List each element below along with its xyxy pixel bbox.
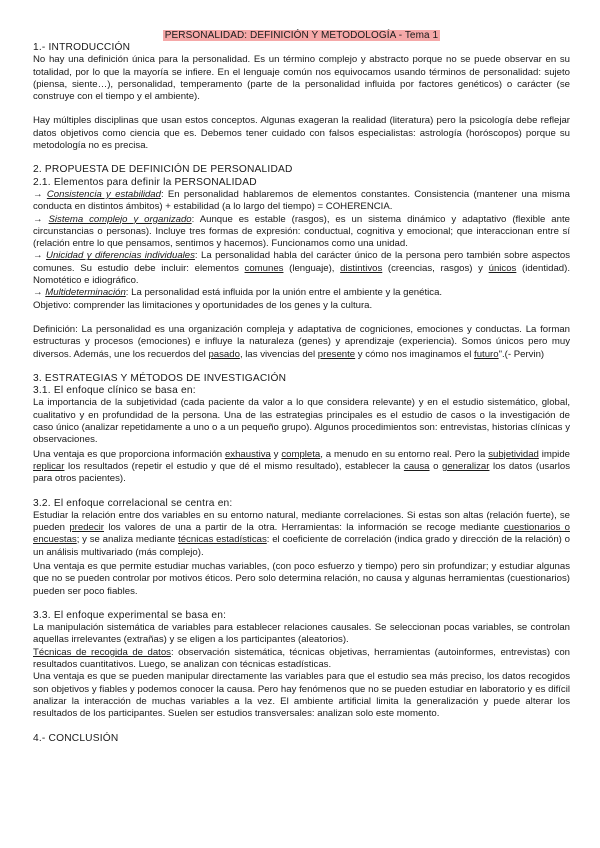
intro-paragraph-2: Hay múltiples disciplinas que usan estos conceptos. Algunas exageran la realidad (literatura) pero la psicología debe reflejar datos objetivos como ciencia que es. Debemos tener cuidado con falsos especialistas: astrología (horóscopos) porque su metodología no es precisa. [33,115,570,152]
definition-text-b: , las vivencias del [239,348,318,360]
clinical-text-a: Una ventaja es que proporciona información [33,448,225,460]
clinical-text-g: los datos (usarlos para otros pacientes). [33,460,570,485]
element-uniqueness-text-d: (identidad). Nomotético e idiográfico. [33,262,570,287]
clinical-text-d: impide [538,448,570,460]
element-uniqueness-text-a: : La personalidad habla del carácter único de la persona pero también sobre aspectos comunes. Su estudio debe incluir: elementos [33,250,570,274]
arrow-icon: → [33,188,43,200]
term-consistency: Consistencia y estabilidad [46,188,161,200]
element-system [33,214,570,251]
element-system-text: : Aunque es estable (rasgos), es un sistema dinámico y adaptativo (flexible ante circunstancias o personas). Incluye tres formas de expresión: conductual, cognitiva y emocional; que interaccionan entre sí (relación entre lo que pensamos, sentimos y hacemos). Funcionamos como una unidad. [33,213,570,250]
experimental-paragraph-2 [33,647,570,672]
correlational-paragraph-2: Una ventaja es que permite estudiar muchas variables, (con poco esfuerzo y tiempo) pero sin profundizar; y estudiar algunas que no se pueden controlar por motivos éticos. Pero solo determina relación, no causa y algunas herramientas (cuestionarios) pueden ser poco fiables. [33,560,570,597]
underline-tecnicas-recogida: Técnicas de recogida de datos [33,646,171,658]
term-system: Sistema complejo y organizado [48,213,192,225]
definition-text-a: Definición: La personalidad es una organización compleja y adaptativa de cogniciones, emociones y conductas. La forman estructuras y procesos (emociones) e influye la naturaleza (genes) y aprendizaje (experiencia). Somos únicos pero muy diversos. Además, une los recuerdos del [33,323,570,360]
correlational-text-c: ; y se analiza mediante [76,534,179,546]
intro-paragraph-1: No hay una definición única para la personalidad. Es un término complejo y abstracto porque no se puede observar en su totalidad, por lo que la mayoría se infiere. En el lenguaje común nos equivocamos usando términos de personalidad: sujeto (piensa, siente…), personalidad, temperamento (parte de la personalidad influida por factores genéticos) o carácter (se construye con el tiempo y el ambiente). [33,54,570,103]
underline-predecir: predecir [69,522,105,534]
element-uniqueness [33,250,570,287]
underline-subjetividad: subjetividad [488,448,539,460]
definition-text-d: ".(- Pervin) [498,348,545,360]
section-4-heading: 4.- CONCLUSIÓN [33,732,119,744]
term-multideterminacion: Multideterminación [45,287,126,299]
section-2-heading: 2. PROPUESTA DE DEFINICIÓN DE PERSONALIDAD [33,164,293,176]
definition-paragraph [33,324,570,361]
underline-replicar: replicar [33,460,65,472]
underline-presente: presente [317,348,356,360]
clinical-text-e: los resultados (repetir el estudio y que dé el mismo resultado), establecer la [64,460,404,472]
underline-tecnicas-estadisticas: técnicas estadísticas [178,534,267,546]
section-1-heading: 1.- INTRODUCCIÓN [33,42,131,53]
element-consistency-text: : En personalidad hablaremos de elementos constantes. Consistencia (mantener una misma conducta en distintos ámbitos) + estabilidad (a lo largo del tiempo) = COHERENCIA. [33,188,570,213]
section-3-1-heading: 3.1. El enfoque clínico se basa en: [33,385,196,397]
element-uniqueness-text-b: (lenguaje), [283,262,341,274]
correlational-text-b: los valores de una a partir de la otra. Herramientas: la información se recoge mediante [104,522,504,534]
correlational-text-d: : el coeficiente de correlación (indica grado y dirección de la relación) o un análisis multivariado (más complejo). [33,534,570,558]
section-2-1-heading: 2.1. Elementos para definir la PERSONALIDAD [33,176,257,188]
element-multideterminacion [33,287,570,299]
clinical-paragraph-2 [33,449,570,486]
arrow-icon: → [33,250,43,262]
underline-comunes: comunes [244,262,284,274]
clinical-paragraph-1: La importancia de la subjetividad (cada paciente da valor a lo que considera relevante) y en el estudio sistemático, global, cualitativo y en profundidad de la persona. Una de las estrategias principales es el estudio de casos o la investigación de caso único (analizar repetidamente a uno o a un pequeño grupo). Algunos procedimientos son: entrevistas, historias clínicas y observaciones. [33,397,570,446]
underline-causa: causa [403,460,430,472]
definition-text-c: y cómo nos imaginamos el [355,348,475,360]
underline-exhaustiva: exhaustiva [224,448,271,460]
clinical-text-f: o [429,460,442,472]
title-bar [33,0,570,42]
underline-cuestionarios: cuestionarios o encuestas [33,522,570,546]
element-consistency [33,189,570,214]
arrow-icon: → [33,287,43,299]
correlational-text-a: Estudiar la relación entre dos variables en su entorno natural, mediante correlaciones. Si estas son altas (relación fuerte), se pueden [33,509,570,534]
element-multideterminacion-text: : La personalidad está influida por la unión entre el ambiente y la genética. [125,287,443,299]
arrow-icon: → [33,213,43,225]
term-uniqueness: Unicidad y diferencias individuales [46,250,195,262]
objective-line: Objetivo: comprender las limitaciones y oportunidades de los genes y la cultura. [33,299,373,311]
clinical-text-c: , a menudo en su entorno real. Pero la [320,448,489,460]
experimental-paragraph-1: La manipulación sistemática de variables para establecer relaciones causales. Se seleccionan pocas variables, se controlan aquellas irrelevantes (extrañas) y se eligen a los participantes (aleatorios). [33,622,570,646]
section-3-2-heading: 3.2. El enfoque correlacional se centra en: [33,497,233,509]
element-uniqueness-text-c: (creencias, rasgos) y [382,262,489,274]
section-3-heading: 3. ESTRATEGIAS Y MÉTODOS DE INVESTIGACIÓN [33,372,287,384]
document-title: PERSONALIDAD: DEFINICIÓN Y METODOLOGÍA - Tema 1 [164,30,439,41]
experimental-paragraph-3: Una ventaja es que se pueden manipular directamente las variables para que el estudio sea más preciso, los datos recogidos son objetivos y fiables y podemos conocer la causa. Pero hay fenómenos que no se pueden estudiar en laboratorio y es difícil analizar la interacción de muchas variables a la vez. El ambiente artificial limita la generalización y puede alterar los resultados de los participantes. Suelen ser estudios transversales: analizan solo este momento. [33,671,570,720]
underline-generalizar: generalizar [441,460,490,472]
underline-pasado: pasado [208,348,240,360]
underline-completa: completa [281,448,321,460]
correlational-paragraph-1 [33,510,570,559]
underline-futuro: futuro [474,348,499,360]
clinical-text-b: y [270,448,282,460]
section-3-3-heading: 3.3. El enfoque experimental se basa en: [33,609,227,621]
experimental-text: : observación sistemática, técnicas objetivas, herramientas (autoinformes, entrevistas) con resultados cuantitativos. Luego, se analizan con técnicas estadísticas. [33,646,571,671]
underline-distintivos: distintivos [340,262,383,274]
underline-unicos: únicos [488,262,517,274]
